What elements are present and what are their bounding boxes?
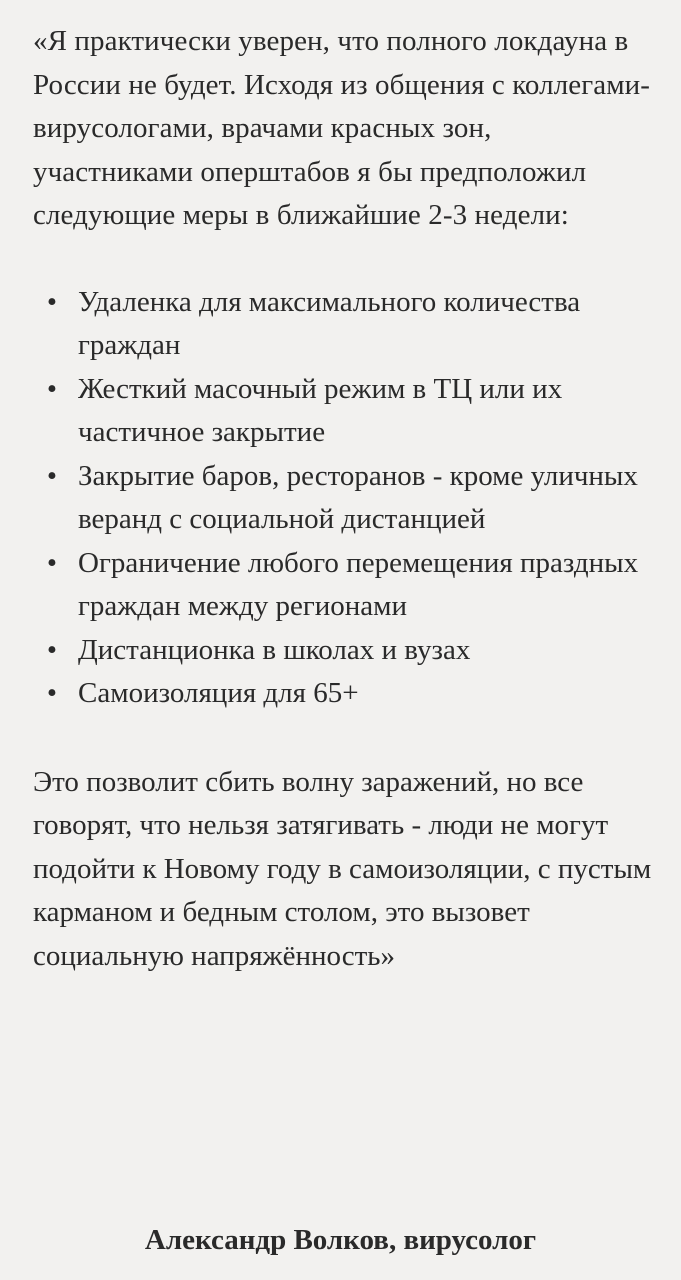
bullet-dot: •	[46, 372, 58, 405]
measure-text: Самоизоляция для 65+	[78, 677, 359, 709]
measure-item	[33, 629, 653, 673]
measure-item	[33, 281, 653, 368]
measure-text: Ограничение любого перемещения праздных граждан между регионами	[78, 546, 639, 622]
bullet-dot: •	[46, 459, 58, 492]
measure-text: Дистанционка в школах и вузах	[78, 633, 471, 666]
bullet-dot: •	[46, 633, 58, 666]
quote-attribution: Александр Волков, вирусолог	[144, 1224, 537, 1256]
measure-item	[33, 455, 653, 542]
measure-item	[33, 368, 653, 455]
measure-text: Удаленка для максимального количества граждан	[78, 285, 581, 361]
quote-lead-paragraph: «Я практически уверен, что полного локдауна в России не будет. Исходя из общения с коллегами-вирусологами, врачами красных зон, участниками оперштабов я бы предположил следующие меры в ближайшие 2-3 недели:	[33, 25, 651, 231]
measure-text: Закрытие баров, ресторанов - кроме уличных веранд с социальной дистанцией	[78, 459, 638, 535]
bullet-dot: •	[46, 546, 58, 579]
measures-list	[33, 281, 661, 716]
measure-text: Жесткий масочный режим в ТЦ или их частичное закрытие	[78, 372, 563, 448]
bullet-dot: •	[46, 677, 58, 709]
bullet-dot: •	[46, 285, 58, 318]
quote-closing-paragraph: Это позволит сбить волну заражений, но все говорят, что нельзя затягивать - люди не могут подойти к Новому году в самоизоляции, с пустым карманом и бедным столом, это вызовет социальную напряжённость»	[33, 765, 652, 972]
measure-item	[33, 542, 653, 629]
measure-item	[33, 672, 653, 716]
